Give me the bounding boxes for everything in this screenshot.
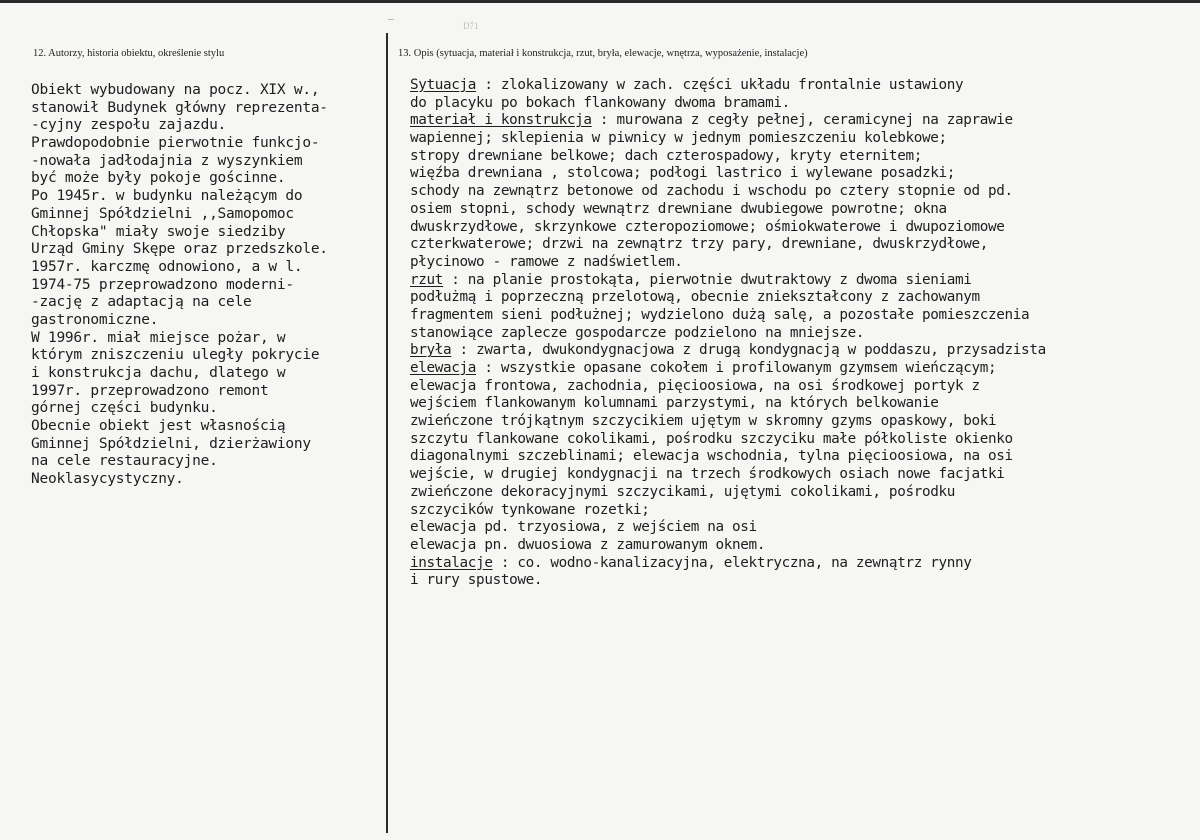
- history-line: stanowił Budynek główny reprezenta-: [31, 99, 328, 116]
- description-line: [410, 77, 1046, 95]
- section-label: elewacja: [410, 360, 477, 376]
- description-line: [410, 165, 1046, 183]
- description-text: czterkwaterowe; drzwi na zewnątrz trzy pary, drewniane, dwuskrzydłowe,: [410, 236, 989, 253]
- description-text: : murowana z cegły pełnej, ceramicynej na zaprawie: [591, 112, 1013, 129]
- description-line: [410, 572, 1046, 590]
- history-line: 1974-75 przeprowadzono moderni-: [31, 276, 294, 293]
- description-text: wapiennej; sklepienia w piwnicy w jednym pomieszczeniu kolebkowe;: [410, 130, 947, 147]
- description-text: stropy drewniane belkowe; dach czterospadowy, kryty eternitem;: [410, 147, 922, 164]
- history-line: i konstrukcja dachu, dlatego w: [31, 365, 286, 381]
- description-line: [410, 219, 1046, 237]
- description-text: : zlokalizowany w zach. części układu frontalnie ustawiony: [476, 77, 964, 93]
- description-line: [410, 201, 1046, 219]
- history-line: Neoklasycystyczny.: [31, 471, 184, 488]
- description-text: płycinowo - ramowe z nadświetlem.: [410, 253, 683, 270]
- history-line: -cyjny zespołu zajazdu.: [31, 117, 227, 134]
- section-label: bryła: [410, 342, 452, 359]
- description-line: [410, 148, 1046, 166]
- history-line: -zację z adaptacją na cele: [31, 294, 252, 311]
- description-line: [410, 431, 1046, 449]
- column-divider: [386, 33, 388, 833]
- description-text: i rury spustowe.: [410, 572, 543, 589]
- description-line: [410, 537, 1046, 555]
- section-label: instalacje: [410, 554, 493, 571]
- history-line: być może były pokoje gościnne.: [31, 170, 286, 187]
- history-line: Gminnej Spółdzielni, dzierżawiony: [31, 435, 311, 452]
- section-13-header: 13. Opis (sytuacja, materiał i konstrukcja, rzut, bryła, elewacje, wnętrza, wyposażenie, instalacje): [398, 48, 808, 59]
- history-line: 1997r. przeprowadzono remont: [31, 382, 269, 399]
- margin-tick: [388, 19, 394, 20]
- description-line: [410, 502, 1046, 520]
- description-text: stanowiące zaplecze gospodarcze podzielono na mniejsze.: [410, 324, 865, 341]
- description-line: [410, 395, 1046, 413]
- description-text: : co. wodno-kanalizacyjna, elektryczna, na zewnątrz rynny: [492, 554, 972, 571]
- history-line: W 1996r. miał miejsce pożar, w: [31, 329, 286, 346]
- description-line: [410, 289, 1046, 307]
- description-text: schody na zewnątrz betonowe od zachodu i wschodu po cztery stopnie od pd.: [410, 183, 1013, 200]
- description-line: [410, 254, 1046, 272]
- description-text: wejściem flankowanym kolumnami parzystymi, na których belkowanie: [410, 395, 939, 412]
- history-line: Urząd Gminy Skępe oraz przedszkole.: [31, 241, 328, 258]
- description-line: [410, 112, 1046, 130]
- description-line: [410, 95, 1046, 113]
- description-text: : na planie prostokąta, pierwotnie dwutraktowy z dwoma sieniami: [443, 271, 972, 288]
- description-text: zwieńczone dekoracyjnymi szczycikami, ujętymi cokolikami, pośrodku: [410, 483, 955, 500]
- section-12-header: 12. Autorzy, historia obiektu, określenie stylu: [33, 48, 225, 59]
- description-text: dwuskrzydłowe, skrzynkowe czteropoziomowe; ośmiokwaterowe i dwupoziomowe: [410, 218, 1005, 235]
- history-line: 1957r. karczmę odnowiono, a w l.: [31, 258, 303, 275]
- history-line: Obecnie obiekt jest własnością: [31, 418, 286, 435]
- section-label: Sytuacja: [410, 77, 477, 93]
- description-text: zwieńczone trójkątnym szczycikiem ujętym w skromny gzyms opaskowy, boki: [410, 413, 997, 430]
- description-text: elewacja pd. trzyosiowa, z wejściem na osi: [410, 519, 757, 536]
- description-line: [410, 413, 1046, 431]
- description-line: [410, 183, 1046, 201]
- history-line: -nowała jadłodajnia z wyszynkiem: [31, 152, 303, 169]
- description-text: osiem stopni, schody wewnątrz drewniane dwubiegowe powrotne; okna: [410, 200, 947, 217]
- history-line: Chłopska" miały swoje siedziby: [31, 223, 286, 240]
- description-text: elewacja pn. dwuosiowa z zamurowanym oknem.: [410, 536, 766, 553]
- description-text: elewacja frontowa, zachodnia, pięcioosiowa, na osi środkowej portyk z: [410, 377, 980, 394]
- history-line: którym zniszczeniu uległy pokrycie: [31, 347, 320, 364]
- description-line: [410, 342, 1046, 360]
- description-line: [410, 272, 1046, 290]
- section-label: materiał i konstrukcja: [410, 112, 592, 129]
- description-line: [410, 519, 1046, 537]
- history-line: gastronomiczne.: [31, 311, 159, 328]
- history-line: na cele restauracyjne.: [31, 453, 218, 470]
- history-line: Obiekt wybudowany na pocz. XIX w.,: [31, 82, 320, 98]
- description-line: [410, 307, 1046, 325]
- history-text-column: [31, 82, 328, 489]
- description-text-column: [410, 77, 1046, 590]
- description-line: [410, 466, 1046, 484]
- description-text: podłużmą i poprzeczną przelotową, obecnie zniekształcony z zachowanym: [410, 289, 980, 306]
- description-text: więźba drewniana , stolcowa; podłogi lastrico i wylewane posadzki;: [410, 165, 955, 182]
- description-text: : zwarta, dwukondygnacjowa z drugą kondygnacją w poddaszu, przysadzista: [451, 342, 1046, 359]
- description-line: [410, 484, 1046, 502]
- description-text: szczycików tynkowane rozetki;: [410, 501, 650, 518]
- description-line: [410, 555, 1046, 573]
- history-line: górnej części budynku.: [31, 400, 218, 417]
- description-text: : wszystkie opasane cokołem i profilowanym gzymsem wieńczącym;: [476, 360, 997, 376]
- description-line: [410, 325, 1046, 343]
- description-text: wejście, w drugiej kondygnacji na trzech środkowych osiach nowe facjatki: [410, 466, 1005, 483]
- description-line: [410, 378, 1046, 396]
- corner-mark: D71: [463, 21, 479, 31]
- description-line: [410, 448, 1046, 466]
- description-line: [410, 130, 1046, 148]
- description-line: [410, 236, 1046, 254]
- history-line: Po 1945r. w budynku należącym do: [31, 188, 303, 205]
- history-line: Prawdopodobnie pierwotnie funkcjo-: [31, 135, 320, 152]
- description-text: szczytu flankowane cokolikami, pośrodku szczyciku małe półkoliste okienko: [410, 430, 1013, 447]
- section-label: rzut: [410, 271, 444, 288]
- history-line: Gminnej Spółdzielni ,,Samopomoc: [31, 205, 294, 222]
- description-text: fragmentem sieni podłużnej; wydzielono dużą salę, a pozostałe pomieszczenia: [410, 306, 1030, 323]
- description-text: diagonalnymi szczeblinami; elewacja wschodnia, tylna pięcioosiowa, na osi: [410, 448, 1013, 465]
- description-text: do placyku po bokach flankowany dwoma bramami.: [410, 94, 790, 111]
- description-line: [410, 360, 1046, 378]
